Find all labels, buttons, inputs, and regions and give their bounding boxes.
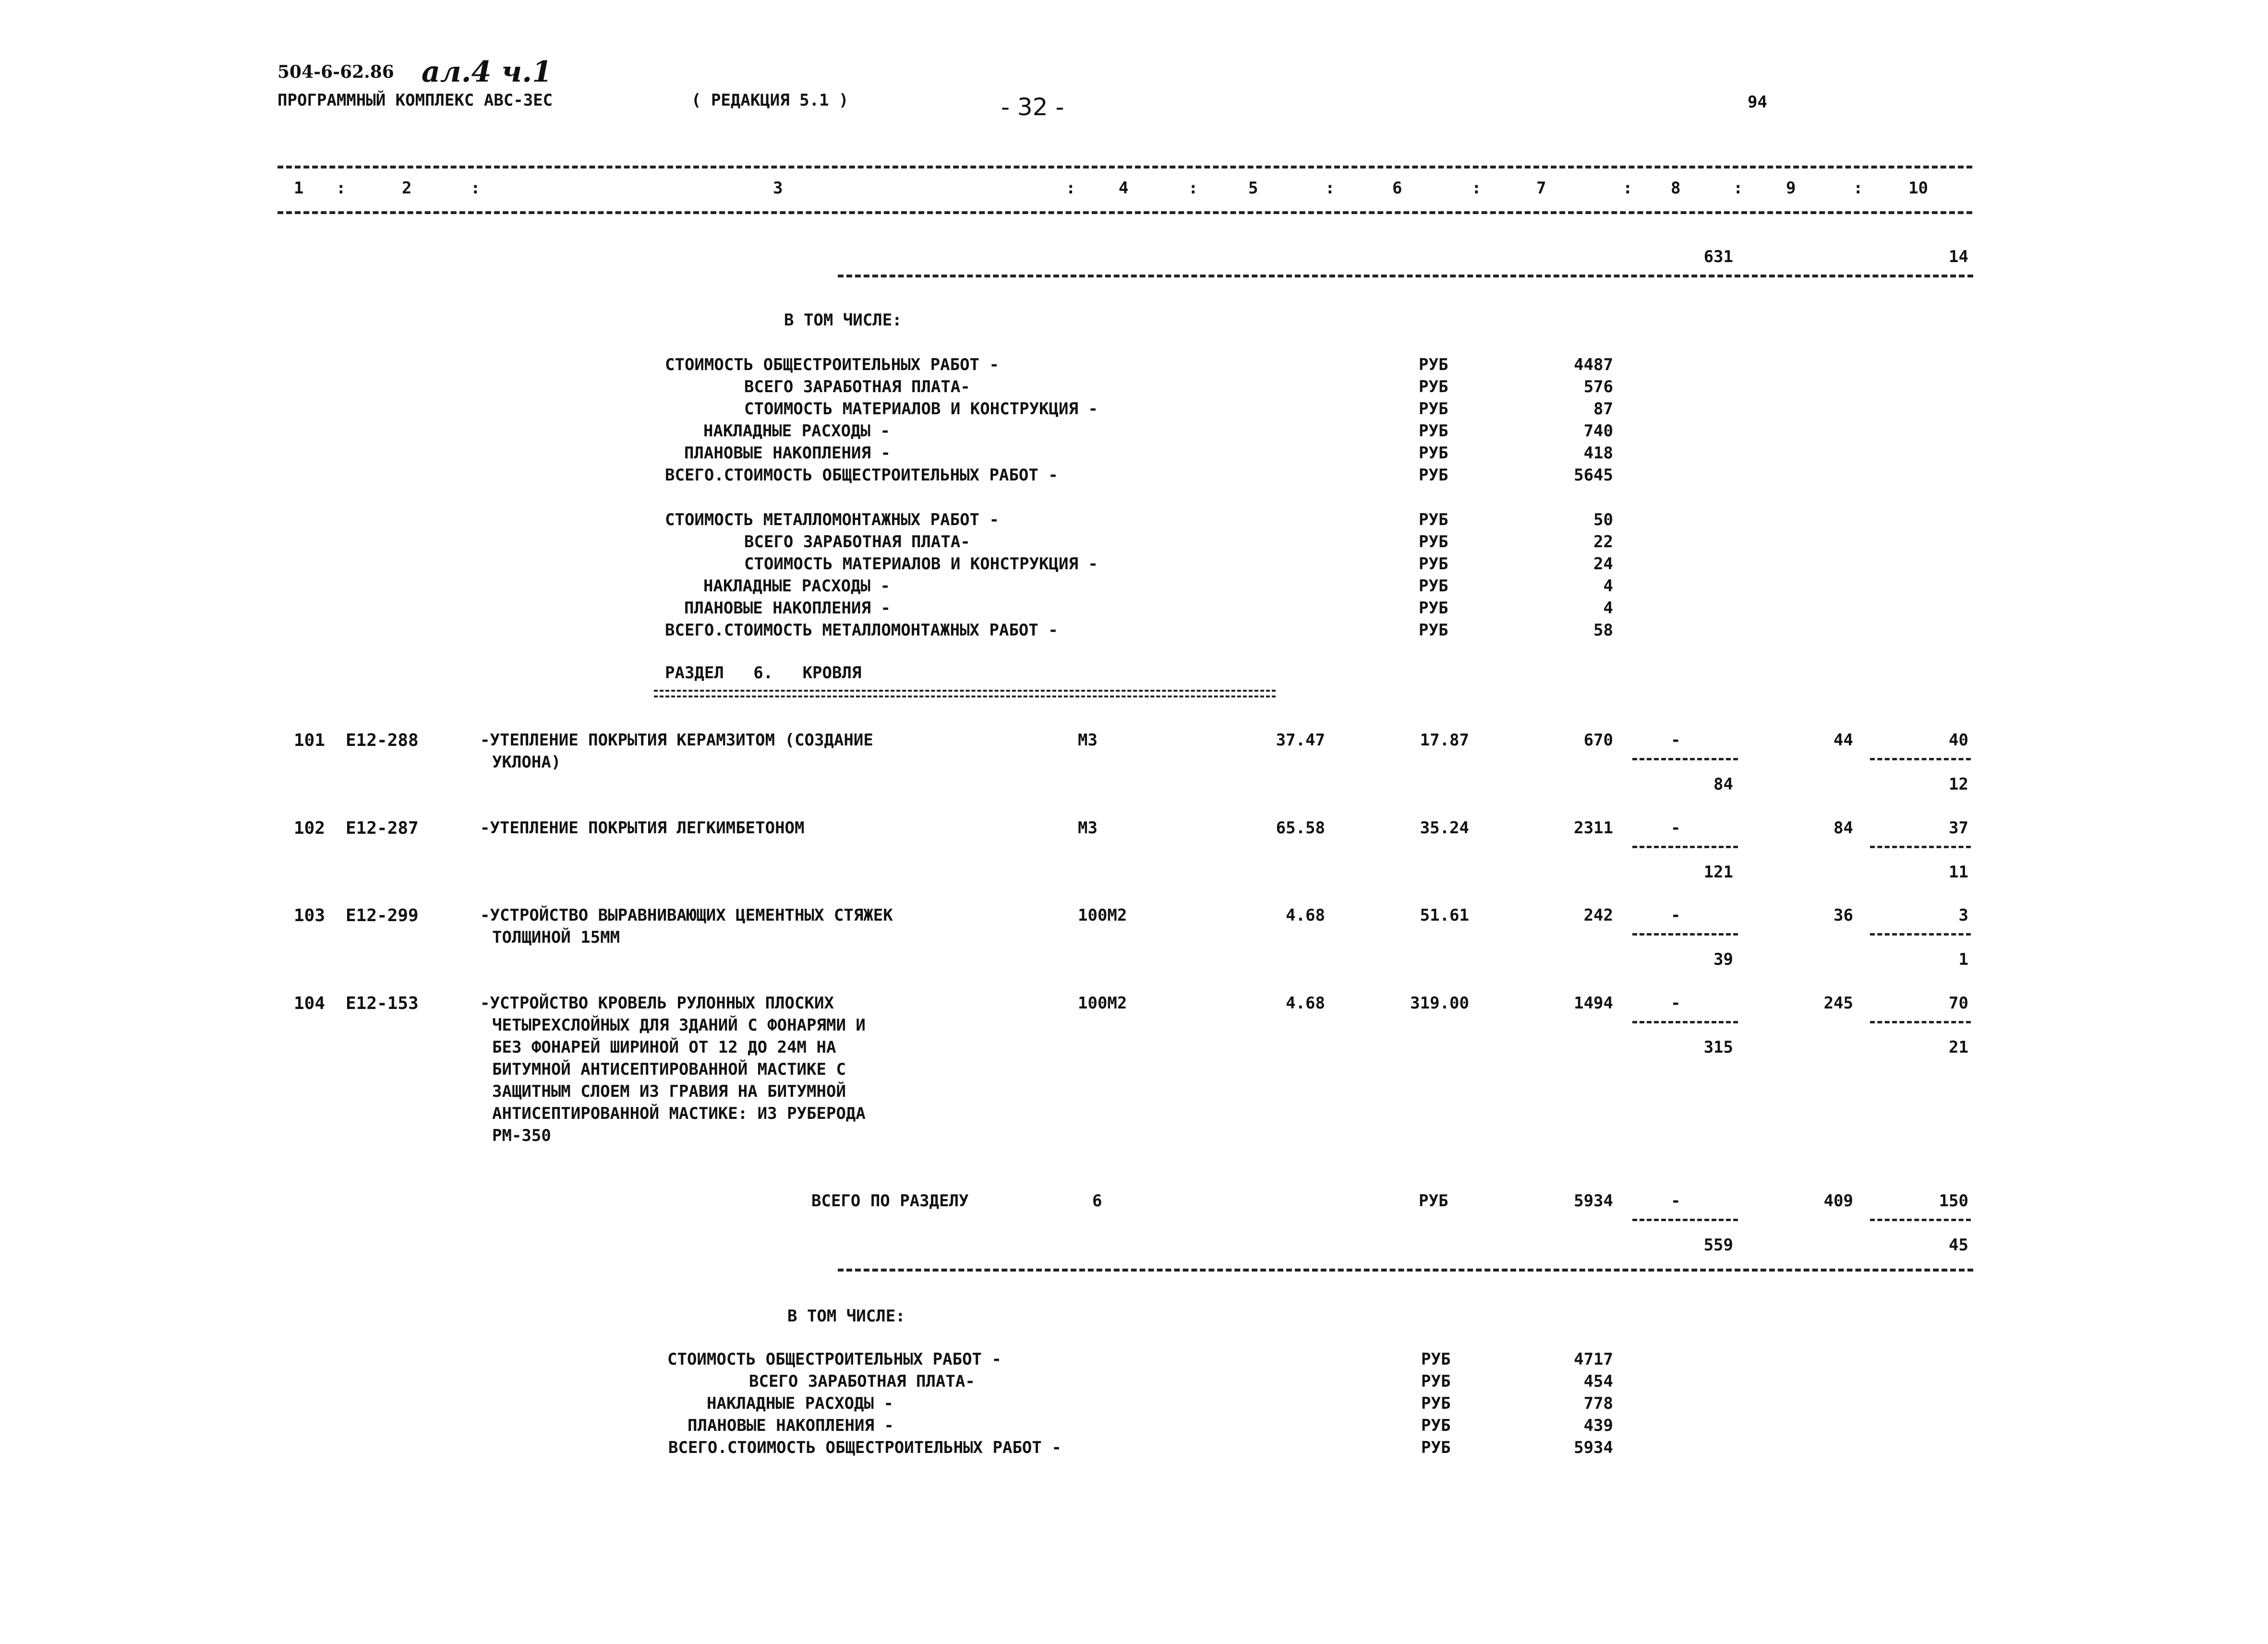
row-description: ЗАЩИТНЫМ СЛОЕМ ИЗ ГРАВИЯ НА БИТУМНОЙ bbox=[492, 1082, 846, 1101]
fraction-rule bbox=[1632, 1021, 1738, 1023]
section-total-col8-top: - bbox=[1671, 1191, 1681, 1211]
breakdown-heading: В ТОМ ЧИСЛЕ: bbox=[784, 311, 902, 330]
fraction-rule bbox=[1632, 758, 1738, 760]
row-col9: 44 bbox=[1834, 731, 1853, 750]
column-header-8: 8 bbox=[1671, 179, 1681, 198]
row-col8-top: - bbox=[1671, 994, 1681, 1013]
row-col10-top: 70 bbox=[1949, 994, 1968, 1013]
row-description: РМ-350 bbox=[492, 1126, 551, 1145]
breakdown-label: НАКЛАДНЫЕ РАСХОДЫ - bbox=[703, 576, 890, 596]
row-total: 670 bbox=[1583, 731, 1613, 750]
breakdown-label: НАКЛАДНЫЕ РАСХОДЫ - bbox=[703, 421, 890, 441]
row-unit-price: 51.61 bbox=[1420, 906, 1469, 925]
row-description: -УСТРОЙСТВО КРОВЕЛЬ РУЛОННЫХ ПЛОСКИХ bbox=[480, 994, 834, 1013]
row-col9: 84 bbox=[1834, 818, 1853, 838]
handwritten-note: ал.4 ч.1 bbox=[422, 55, 552, 89]
column-header-10: 10 bbox=[1908, 179, 1928, 198]
column-header-1: 1 bbox=[294, 179, 304, 198]
row-description: -УТЕПЛЕНИЕ ПОКРЫТИЯ ЛЕГКИМБЕТОНОМ bbox=[480, 818, 805, 838]
fraction-rule bbox=[1870, 1021, 1971, 1023]
row-unit: М3 bbox=[1078, 731, 1098, 750]
breakdown-unit: РУБ bbox=[1421, 1438, 1451, 1457]
row-col8-bottom: 121 bbox=[1703, 863, 1733, 882]
row-quantity: 4.68 bbox=[1286, 906, 1325, 925]
breakdown-value: 778 bbox=[1583, 1394, 1613, 1413]
column-separator: : bbox=[1188, 179, 1198, 198]
row-description: ЧЕТЫРЕХСЛОЙНЫХ ДЛЯ ЗДАНИЙ С ФОНАРЯМИ И bbox=[492, 1016, 866, 1035]
breakdown-unit: РУБ bbox=[1419, 355, 1448, 374]
breakdown-unit: РУБ bbox=[1419, 599, 1448, 618]
column-header-9: 9 bbox=[1786, 179, 1796, 198]
breakdown-unit: РУБ bbox=[1419, 532, 1448, 552]
breakdown-label: ВСЕГО ЗАРАБОТНАЯ ПЛАТА- bbox=[744, 532, 970, 552]
row-col8-top: - bbox=[1671, 906, 1681, 925]
column-separator: : bbox=[1733, 179, 1743, 198]
breakdown-unit: РУБ bbox=[1421, 1416, 1451, 1435]
row-description: ТОЛЩИНОЙ 15ММ bbox=[492, 928, 620, 947]
breakdown-label: ПЛАНОВЫЕ НАКОПЛЕНИЯ - bbox=[684, 599, 891, 618]
fraction-rule bbox=[1632, 846, 1738, 848]
section-title-underline bbox=[654, 690, 1276, 697]
row-quantity: 4.68 bbox=[1286, 994, 1325, 1013]
row-col8-bottom: 315 bbox=[1703, 1038, 1733, 1057]
program-name: ПРОГРАММНЫЙ КОМПЛЕКС АВС-ЗЕС bbox=[277, 91, 553, 110]
row-col10-top: 40 bbox=[1949, 731, 1968, 750]
breakdown-unit: РУБ bbox=[1419, 444, 1448, 463]
row-description: -УСТРОЙСТВО ВЫРАВНИВАЮЩИХ ЦЕМЕНТНЫХ СТЯЖЕК bbox=[480, 906, 893, 925]
breakdown-value: 4487 bbox=[1574, 355, 1613, 374]
breakdown-unit: РУБ bbox=[1419, 554, 1448, 574]
section-total-col10-bottom: 45 bbox=[1949, 1236, 1968, 1255]
section-title: РАЗДЕЛ 6. КРОВЛЯ bbox=[665, 663, 862, 683]
section-total-col8-bottom: 559 bbox=[1703, 1236, 1733, 1255]
breakdown-unit: РУБ bbox=[1419, 466, 1448, 485]
breakdown-value: 454 bbox=[1583, 1372, 1613, 1391]
row-total: 1494 bbox=[1574, 994, 1613, 1013]
fraction-rule bbox=[1632, 933, 1738, 936]
breakdown-label: СТОИМОСТЬ МЕТАЛЛОМОНТАЖНЫХ РАБОТ - bbox=[665, 510, 999, 529]
fraction-rule bbox=[1870, 1219, 1971, 1221]
header-bottom-rule bbox=[277, 211, 1972, 214]
breakdown-value: 5934 bbox=[1574, 1438, 1613, 1457]
row-total: 2311 bbox=[1574, 818, 1613, 838]
breakdown-heading: В ТОМ ЧИСЛЕ: bbox=[787, 1307, 905, 1326]
breakdown-unit: РУБ bbox=[1419, 421, 1448, 441]
breakdown-value: 87 bbox=[1593, 399, 1613, 419]
column-separator: : bbox=[470, 179, 481, 198]
column-separator: : bbox=[1325, 179, 1335, 198]
breakdown-value: 24 bbox=[1593, 554, 1613, 574]
breakdown-value: 439 bbox=[1583, 1416, 1613, 1435]
norm-code: Е12-288 bbox=[346, 731, 419, 750]
section-total-amount: 5934 bbox=[1574, 1191, 1613, 1211]
row-col10-bottom: 1 bbox=[1958, 950, 1968, 969]
breakdown-label: ВСЕГО ЗАРАБОТНАЯ ПЛАТА- bbox=[744, 377, 970, 396]
breakdown-unit: РУБ bbox=[1421, 1372, 1451, 1391]
row-col9: 245 bbox=[1823, 994, 1853, 1013]
row-col8-top: - bbox=[1671, 731, 1681, 750]
section-total-rule bbox=[838, 1269, 1973, 1272]
column-header-4: 4 bbox=[1119, 179, 1129, 198]
column-header-3: 3 bbox=[773, 179, 783, 198]
breakdown-value: 418 bbox=[1583, 444, 1613, 463]
norm-code: Е12-299 bbox=[346, 906, 419, 925]
edition-label: ( РЕДАКЦИЯ 5.1 ) bbox=[691, 91, 849, 110]
row-quantity: 37.47 bbox=[1276, 731, 1325, 750]
norm-code: Е12-153 bbox=[346, 994, 419, 1013]
row-col8-top: - bbox=[1671, 818, 1681, 838]
row-description: -УТЕПЛЕНИЕ ПОКРЫТИЯ КЕРАМЗИТОМ (СОЗДАНИЕ bbox=[480, 731, 873, 750]
carry-over-col10: 14 bbox=[1949, 247, 1968, 266]
fraction-rule bbox=[1870, 758, 1971, 760]
fraction-rule bbox=[1632, 1219, 1738, 1221]
row-unit: М3 bbox=[1078, 818, 1098, 838]
row-number: 101 bbox=[294, 731, 326, 750]
document-code: 504-6-62.86 bbox=[277, 62, 394, 82]
breakdown-unit: РУБ bbox=[1419, 510, 1448, 529]
row-col10-bottom: 11 bbox=[1949, 863, 1968, 882]
norm-code: Е12-287 bbox=[346, 818, 419, 838]
row-col10-bottom: 21 bbox=[1949, 1038, 1968, 1057]
column-separator: : bbox=[1853, 179, 1863, 198]
breakdown-value: 58 bbox=[1593, 621, 1613, 640]
column-header-5: 5 bbox=[1248, 179, 1258, 198]
breakdown-label: ПЛАНОВЫЕ НАКОПЛЕНИЯ - bbox=[688, 1416, 894, 1435]
row-col9: 36 bbox=[1834, 906, 1853, 925]
row-number: 103 bbox=[294, 906, 326, 925]
page-number: - 32 - bbox=[1001, 93, 1064, 121]
row-unit-price: 17.87 bbox=[1420, 731, 1469, 750]
section-total-col9: 409 bbox=[1823, 1191, 1853, 1211]
column-separator: : bbox=[1623, 179, 1633, 198]
breakdown-unit: РУБ bbox=[1419, 621, 1448, 640]
subtotal-rule bbox=[838, 275, 1973, 277]
row-col8-bottom: 84 bbox=[1713, 775, 1733, 794]
row-description: БИТУМНОЙ АНТИСЕПТИРОВАННОЙ МАСТИКЕ С bbox=[492, 1060, 846, 1079]
sheet-number: 94 bbox=[1748, 93, 1767, 112]
column-header-6: 6 bbox=[1392, 179, 1402, 198]
breakdown-value: 576 bbox=[1583, 377, 1613, 396]
breakdown-value: 4 bbox=[1603, 576, 1613, 596]
row-number: 104 bbox=[294, 994, 326, 1013]
column-separator: : bbox=[336, 179, 346, 198]
row-unit-price: 35.24 bbox=[1420, 818, 1469, 838]
row-col8-bottom: 39 bbox=[1713, 950, 1733, 969]
breakdown-value: 740 bbox=[1583, 421, 1613, 441]
breakdown-unit: РУБ bbox=[1421, 1350, 1451, 1369]
breakdown-label: СТОИМОСТЬ МАТЕРИАЛОВ И КОНСТРУКЦИЯ - bbox=[744, 554, 1098, 574]
row-description: АНТИСЕПТИРОВАННОЙ МАСТИКЕ: ИЗ РУБЕРОДА bbox=[492, 1104, 866, 1123]
row-description: БЕЗ ФОНАРЕЙ ШИРИНОЙ ОТ 12 ДО 24М НА bbox=[492, 1038, 836, 1057]
breakdown-label: ВСЕГО ЗАРАБОТНАЯ ПЛАТА- bbox=[749, 1372, 975, 1391]
fraction-rule bbox=[1870, 933, 1971, 936]
column-header-7: 7 bbox=[1536, 179, 1546, 198]
breakdown-label: ВСЕГО.СТОИМОСТЬ ОБЩЕСТРОИТЕЛЬНЫХ РАБОТ - bbox=[665, 466, 1058, 485]
row-description: УКЛОНА) bbox=[492, 753, 561, 772]
row-col10-bottom: 12 bbox=[1949, 775, 1968, 794]
breakdown-unit: РУБ bbox=[1419, 576, 1448, 596]
breakdown-value: 22 bbox=[1593, 532, 1613, 552]
breakdown-value: 5645 bbox=[1574, 466, 1613, 485]
section-total-unit: РУБ bbox=[1419, 1191, 1448, 1211]
breakdown-label: ПЛАНОВЫЕ НАКОПЛЕНИЯ - bbox=[684, 444, 891, 463]
breakdown-value: 4 bbox=[1603, 599, 1613, 618]
section-total-number: 6 bbox=[1092, 1191, 1102, 1211]
breakdown-label: НАКЛАДНЫЕ РАСХОДЫ - bbox=[707, 1394, 893, 1413]
section-total-col10-top: 150 bbox=[1939, 1191, 1968, 1211]
row-number: 102 bbox=[294, 818, 326, 838]
breakdown-label: СТОИМОСТЬ ОБЩЕСТРОИТЕЛЬНЫХ РАБОТ - bbox=[665, 355, 999, 374]
row-col10-top: 37 bbox=[1949, 818, 1968, 838]
fraction-rule bbox=[1870, 846, 1971, 848]
carry-over-col8: 631 bbox=[1703, 247, 1733, 266]
column-separator: : bbox=[1066, 179, 1076, 198]
row-unit-price: 319.00 bbox=[1410, 994, 1469, 1013]
row-total: 242 bbox=[1583, 906, 1613, 925]
header-top-rule bbox=[277, 166, 1972, 168]
breakdown-label: ВСЕГО.СТОИМОСТЬ МЕТАЛЛОМОНТАЖНЫХ РАБОТ - bbox=[665, 621, 1058, 640]
row-quantity: 65.58 bbox=[1276, 818, 1325, 838]
row-unit: 100М2 bbox=[1078, 994, 1127, 1013]
breakdown-unit: РУБ bbox=[1419, 377, 1448, 396]
breakdown-value: 4717 bbox=[1574, 1350, 1613, 1369]
breakdown-unit: РУБ bbox=[1419, 399, 1448, 419]
row-col10-top: 3 bbox=[1958, 906, 1968, 925]
breakdown-label: СТОИМОСТЬ МАТЕРИАЛОВ И КОНСТРУКЦИЯ - bbox=[744, 399, 1098, 419]
breakdown-value: 50 bbox=[1593, 510, 1613, 529]
breakdown-label: СТОИМОСТЬ ОБЩЕСТРОИТЕЛЬНЫХ РАБОТ - bbox=[667, 1350, 1001, 1369]
column-header-2: 2 bbox=[402, 179, 412, 198]
breakdown-unit: РУБ bbox=[1421, 1394, 1451, 1413]
section-total-label: ВСЕГО ПО РАЗДЕЛУ bbox=[811, 1191, 969, 1211]
row-unit: 100М2 bbox=[1078, 906, 1127, 925]
column-separator: : bbox=[1472, 179, 1482, 198]
breakdown-label: ВСЕГО.СТОИМОСТЬ ОБЩЕСТРОИТЕЛЬНЫХ РАБОТ - bbox=[668, 1438, 1062, 1457]
